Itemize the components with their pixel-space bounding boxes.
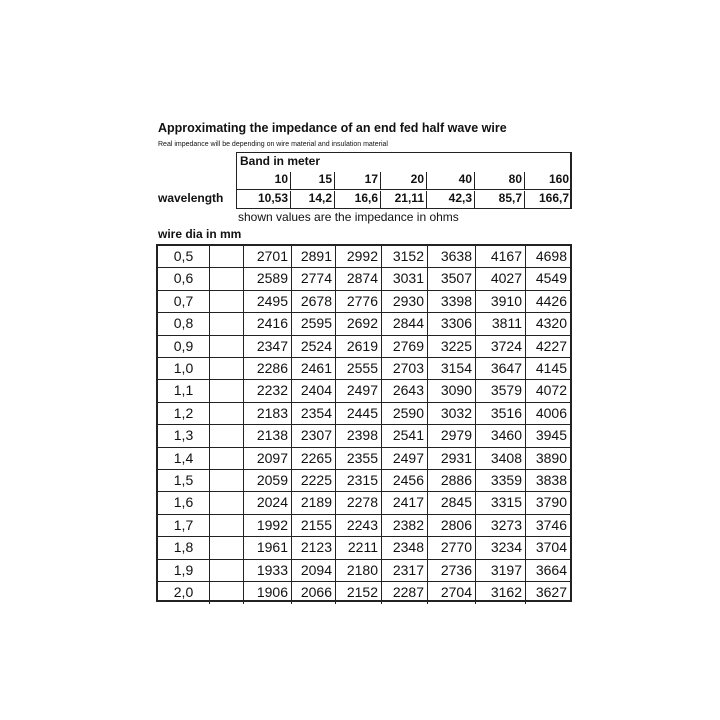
impedance-cell: 2417 bbox=[382, 492, 428, 513]
impedance-cell: 3154 bbox=[428, 358, 476, 379]
impedance-cell: 2066 bbox=[292, 582, 336, 604]
band-label: Band in meter bbox=[240, 154, 321, 168]
impedance-cell: 4027 bbox=[476, 268, 526, 289]
impedance-cell: 3152 bbox=[382, 246, 428, 267]
table-row bbox=[158, 246, 570, 268]
blank-cell bbox=[210, 515, 244, 536]
impedance-cell: 3516 bbox=[476, 403, 526, 424]
impedance-cell: 2776 bbox=[336, 291, 382, 312]
impedance-cell: 2382 bbox=[382, 515, 428, 536]
impedance-cell: 3627 bbox=[535, 584, 567, 600]
impedance-cell: 2286 bbox=[244, 358, 292, 379]
wire-dia-cell: 0,6 bbox=[158, 268, 210, 289]
impedance-cell: 3162 bbox=[476, 582, 526, 604]
blank-cell bbox=[210, 403, 244, 424]
impedance-cell: 2278 bbox=[336, 492, 382, 513]
impedance-cell: 2232 bbox=[244, 380, 292, 401]
impedance-cell: 2589 bbox=[244, 268, 292, 289]
wavelength-label: wavelength bbox=[158, 191, 224, 205]
impedance-cell: 1992 bbox=[244, 515, 292, 536]
impedance-cell: 4549 bbox=[535, 270, 567, 287]
impedance-cell: 2678 bbox=[292, 291, 336, 312]
wavelength-cell-0: 10,53 bbox=[243, 191, 291, 208]
impedance-cell: 2398 bbox=[336, 425, 382, 446]
wire-dia-cell: 1,2 bbox=[158, 403, 210, 424]
impedance-cell: 4006 bbox=[535, 404, 567, 421]
impedance-cell: 3890 bbox=[535, 449, 567, 466]
impedance-cell: 2416 bbox=[244, 313, 292, 334]
wire-dia-cell: 1,8 bbox=[158, 537, 210, 558]
table-row bbox=[158, 358, 570, 380]
impedance-cell: 2931 bbox=[428, 448, 476, 469]
impedance-cell: 3838 bbox=[535, 472, 567, 488]
band-cell-0: 10 bbox=[243, 172, 291, 189]
impedance-cell: 2094 bbox=[292, 560, 336, 581]
impedance-cell: 3790 bbox=[535, 494, 567, 511]
impedance-cell: 2123 bbox=[292, 537, 336, 558]
impedance-cell: 2354 bbox=[292, 403, 336, 424]
impedance-cell: 3945 bbox=[535, 427, 567, 444]
impedance-cell: 3273 bbox=[476, 515, 526, 536]
blank-cell bbox=[210, 358, 244, 379]
wavelength-cell-1: 14,2 bbox=[291, 191, 335, 208]
impedance-cell: 2541 bbox=[382, 425, 428, 446]
impedance-cell: 2243 bbox=[336, 515, 382, 536]
wire-dia-cell: 1,7 bbox=[158, 515, 210, 536]
impedance-cell: 2189 bbox=[292, 492, 336, 513]
blank-cell bbox=[210, 492, 244, 513]
table-row bbox=[158, 448, 570, 470]
impedance-cell: 1906 bbox=[244, 582, 292, 604]
wire-dia-cell: 0,8 bbox=[158, 313, 210, 334]
impedance-cell: 2155 bbox=[292, 515, 336, 536]
wire-dia-cell: 1,4 bbox=[158, 448, 210, 469]
table-row bbox=[158, 291, 570, 313]
impedance-cell: 3315 bbox=[476, 492, 526, 513]
impedance-cell: 3647 bbox=[476, 358, 526, 379]
table-row bbox=[158, 313, 570, 335]
impedance-cell: 2404 bbox=[292, 380, 336, 401]
band-cell-6: 160 bbox=[548, 172, 569, 186]
impedance-cell: 3746 bbox=[535, 516, 567, 533]
impedance-cell: 3225 bbox=[428, 336, 476, 357]
wavelength-cell-4: 42,3 bbox=[427, 191, 475, 208]
table-row bbox=[158, 380, 570, 402]
impedance-cell: 2595 bbox=[292, 313, 336, 334]
impedance-cell: 2992 bbox=[336, 246, 382, 267]
impedance-cell: 2774 bbox=[292, 268, 336, 289]
wavelength-cell-5: 85,7 bbox=[475, 191, 525, 208]
impedance-cell: 2307 bbox=[292, 425, 336, 446]
impedance-cell: 3031 bbox=[382, 268, 428, 289]
impedance-cell: 2874 bbox=[336, 268, 382, 289]
band-cell-3: 20 bbox=[381, 172, 427, 189]
blank-cell bbox=[210, 336, 244, 357]
table-row bbox=[158, 470, 570, 492]
impedance-cell: 3460 bbox=[476, 425, 526, 446]
impedance-cell: 2495 bbox=[244, 291, 292, 312]
impedance-cell: 1933 bbox=[244, 560, 292, 581]
impedance-cell: 4320 bbox=[535, 315, 567, 332]
impedance-cell: 2265 bbox=[292, 448, 336, 469]
blank-cell bbox=[210, 291, 244, 312]
impedance-cell: 3704 bbox=[535, 539, 567, 556]
band-cell-4: 40 bbox=[427, 172, 475, 189]
blank-cell bbox=[210, 560, 244, 581]
impedance-cell: 3638 bbox=[428, 246, 476, 267]
blank-cell bbox=[210, 582, 244, 604]
impedance-note: shown values are the impedance in ohms bbox=[238, 210, 459, 224]
impedance-cell: 2769 bbox=[382, 336, 428, 357]
impedance-cell: 3359 bbox=[476, 470, 526, 491]
impedance-cell: 2287 bbox=[382, 582, 428, 604]
impedance-cell: 2347 bbox=[244, 336, 292, 357]
impedance-cell: 2930 bbox=[382, 291, 428, 312]
wire-dia-cell: 0,9 bbox=[158, 336, 210, 357]
impedance-cell: 2497 bbox=[382, 448, 428, 469]
wavelength-cell-6: 166,7 bbox=[538, 191, 569, 205]
blank-cell bbox=[210, 537, 244, 558]
blank-cell bbox=[210, 470, 244, 491]
impedance-cell: 2703 bbox=[382, 358, 428, 379]
blank-cell bbox=[210, 246, 244, 267]
wire-dia-label: wire dia in mm bbox=[158, 227, 242, 241]
blank-cell bbox=[210, 380, 244, 401]
table-row bbox=[158, 560, 570, 582]
impedance-cell: 2461 bbox=[292, 358, 336, 379]
wavelength-cell-3: 21,11 bbox=[381, 191, 427, 208]
impedance-cell: 3408 bbox=[476, 448, 526, 469]
wire-dia-cell: 1,0 bbox=[158, 358, 210, 379]
impedance-cell: 3234 bbox=[476, 537, 526, 558]
impedance-cell: 2979 bbox=[428, 425, 476, 446]
impedance-cell: 2590 bbox=[382, 403, 428, 424]
impedance-cell: 2180 bbox=[336, 560, 382, 581]
document-title: Approximating the impedance of an end fed half wave wire bbox=[158, 121, 507, 135]
impedance-cell: 2024 bbox=[244, 492, 292, 513]
wire-dia-cell: 1,6 bbox=[158, 492, 210, 513]
impedance-cell: 2138 bbox=[244, 425, 292, 446]
impedance-cell: 2059 bbox=[244, 470, 292, 491]
impedance-cell: 2891 bbox=[292, 246, 336, 267]
impedance-cell: 2225 bbox=[292, 470, 336, 491]
impedance-cell: 3724 bbox=[476, 336, 526, 357]
table-row bbox=[158, 425, 570, 447]
impedance-cell: 4072 bbox=[535, 382, 567, 399]
wire-dia-cell: 1,1 bbox=[158, 380, 210, 401]
impedance-cell: 3090 bbox=[428, 380, 476, 401]
impedance-cell: 2456 bbox=[382, 470, 428, 491]
impedance-table bbox=[156, 244, 572, 602]
impedance-cell: 2524 bbox=[292, 336, 336, 357]
document-subtitle: Real impedance will be depending on wire material and insulation material bbox=[158, 141, 388, 148]
wire-dia-cell: 0,5 bbox=[158, 246, 210, 267]
blank-cell bbox=[210, 313, 244, 334]
impedance-cell: 3197 bbox=[476, 560, 526, 581]
band-cell-5: 80 bbox=[475, 172, 525, 189]
blank-cell bbox=[210, 268, 244, 289]
wire-dia-cell: 1,9 bbox=[158, 560, 210, 581]
table-row bbox=[158, 582, 570, 604]
wavelength-cell-2: 16,6 bbox=[335, 191, 381, 208]
wire-dia-cell: 0,7 bbox=[158, 291, 210, 312]
impedance-cell: 2152 bbox=[336, 582, 382, 604]
wire-dia-cell: 1,3 bbox=[158, 425, 210, 446]
impedance-cell: 2704 bbox=[428, 582, 476, 604]
wire-dia-cell: 2,0 bbox=[158, 582, 210, 604]
impedance-cell: 2445 bbox=[336, 403, 382, 424]
band-divider bbox=[237, 189, 570, 190]
table-row bbox=[158, 515, 570, 537]
impedance-cell: 2619 bbox=[336, 336, 382, 357]
impedance-cell: 4145 bbox=[535, 360, 567, 376]
impedance-cell: 2844 bbox=[382, 313, 428, 334]
table-row bbox=[158, 268, 570, 290]
impedance-cell: 2315 bbox=[336, 470, 382, 491]
impedance-cell: 2701 bbox=[244, 246, 292, 267]
impedance-cell: 2355 bbox=[336, 448, 382, 469]
impedance-cell: 2348 bbox=[382, 537, 428, 558]
blank-cell bbox=[210, 448, 244, 469]
table-row bbox=[158, 537, 570, 559]
band-header-box bbox=[236, 152, 572, 209]
band-cell-2: 17 bbox=[335, 172, 381, 189]
impedance-cell: 2211 bbox=[336, 537, 382, 558]
impedance-cell: 4167 bbox=[476, 246, 526, 267]
impedance-cell: 2692 bbox=[336, 313, 382, 334]
wire-dia-cell: 1,5 bbox=[158, 470, 210, 491]
impedance-cell: 1961 bbox=[244, 537, 292, 558]
table-row bbox=[158, 403, 570, 425]
impedance-cell: 2886 bbox=[428, 470, 476, 491]
impedance-cell: 2183 bbox=[244, 403, 292, 424]
table-row bbox=[158, 492, 570, 514]
impedance-cell: 3910 bbox=[476, 291, 526, 312]
impedance-cell: 2770 bbox=[428, 537, 476, 558]
impedance-cell: 2497 bbox=[336, 380, 382, 401]
table-row bbox=[158, 336, 570, 358]
impedance-cell: 3811 bbox=[476, 313, 526, 334]
impedance-cell: 4698 bbox=[535, 248, 567, 264]
impedance-cell: 3664 bbox=[535, 561, 567, 578]
impedance-cell: 4227 bbox=[535, 337, 567, 354]
impedance-cell: 4426 bbox=[535, 292, 567, 309]
impedance-cell: 2097 bbox=[244, 448, 292, 469]
impedance-cell: 3032 bbox=[428, 403, 476, 424]
impedance-cell: 2317 bbox=[382, 560, 428, 581]
impedance-cell: 3306 bbox=[428, 313, 476, 334]
impedance-cell: 2736 bbox=[428, 560, 476, 581]
impedance-cell: 3398 bbox=[428, 291, 476, 312]
impedance-cell: 3579 bbox=[476, 380, 526, 401]
impedance-cell: 2806 bbox=[428, 515, 476, 536]
band-cell-1: 15 bbox=[291, 172, 335, 189]
impedance-cell: 2643 bbox=[382, 380, 428, 401]
impedance-cell: 3507 bbox=[428, 268, 476, 289]
blank-cell bbox=[210, 425, 244, 446]
impedance-cell: 2555 bbox=[336, 358, 382, 379]
impedance-cell: 2845 bbox=[428, 492, 476, 513]
